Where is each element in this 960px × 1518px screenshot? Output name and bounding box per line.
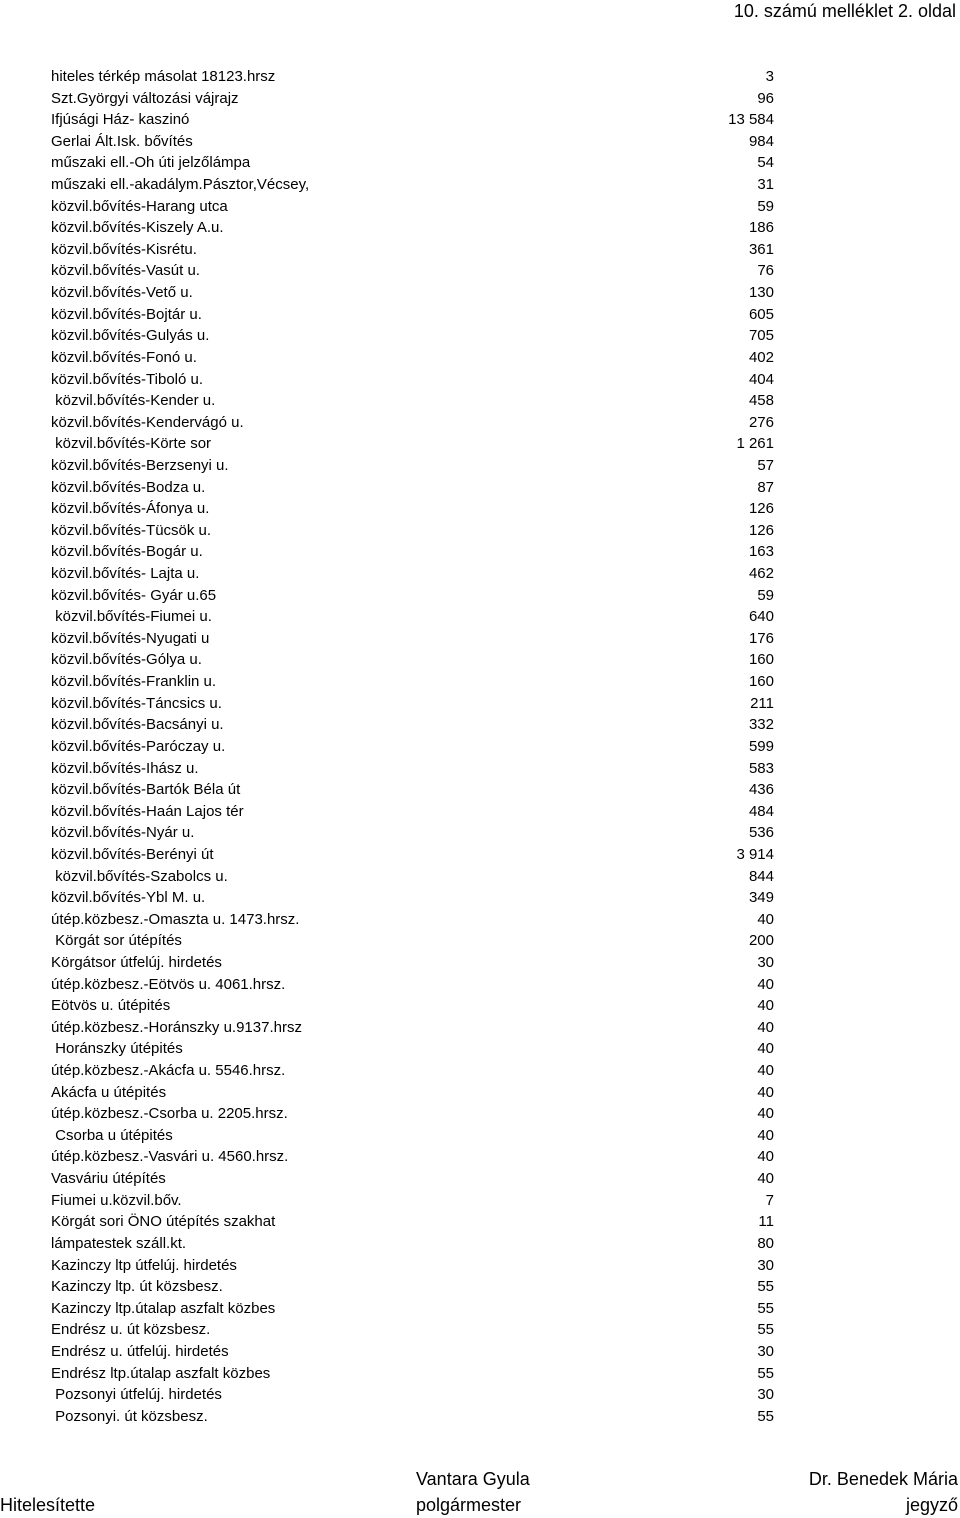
list-item: [0, 1060, 960, 1082]
list-item: [0, 671, 960, 693]
item-value: 349: [748, 889, 774, 907]
notary-name: Dr. Benedek Mária: [808, 1469, 958, 1489]
item-name: útép.közbesz.-Omaszta u. 1473.hrsz.: [51, 910, 300, 928]
item-name: közvil.bővítés- Lajta u.: [51, 565, 200, 583]
item-value: 536: [748, 824, 774, 842]
list-item: [0, 196, 960, 218]
item-value: 11: [758, 1213, 774, 1231]
item-name: közvil.bővítés-Fiumei u.: [51, 608, 212, 626]
list-item: [0, 369, 960, 391]
item-name: közvil.bővítés-Bogár u.: [51, 543, 203, 561]
item-value: 705: [748, 327, 774, 345]
list-item: [0, 239, 960, 261]
item-value: 186: [748, 219, 774, 237]
item-name: útép.közbesz.-Horánszky u.9137.hrsz: [51, 1018, 302, 1036]
item-value: 844: [748, 867, 774, 885]
list-item: [0, 1168, 960, 1190]
item-name: közvil.bővítés-Ybl M. u.: [51, 889, 206, 907]
item-name: Endrész u. út közsbesz.: [51, 1321, 211, 1339]
item-name: lámpatestek száll.kt.: [51, 1234, 187, 1252]
item-name: Endrész u. útfelúj. hirdetés: [51, 1342, 229, 1360]
list-item: [0, 1276, 960, 1298]
page-title: 10. számú melléklet 2. oldal: [733, 1, 956, 21]
item-name: közvil.bővítés-Bacsányi u.: [51, 716, 224, 734]
item-value: 57: [757, 456, 774, 474]
certified-by-label: Hitelesítette: [0, 1495, 96, 1515]
item-value: 55: [757, 1278, 774, 1296]
item-value: 30: [757, 953, 774, 971]
item-name: közvil.bővítés-Berzsenyi u.: [51, 456, 229, 474]
item-name: útép.közbesz.-Akácfa u. 5546.hrsz.: [51, 1062, 286, 1080]
item-name: közvil.bővítés-Körte sor: [51, 435, 212, 453]
item-value: 87: [757, 478, 774, 496]
item-name: közvil.bővítés-Bojtár u.: [51, 305, 202, 323]
item-value: 76: [757, 262, 774, 280]
item-name: Körgátsor útfelúj. hirdetés: [51, 953, 222, 971]
item-value: 40: [757, 1018, 774, 1036]
item-name: műszaki ell.-Oh úti jelzőlámpa: [51, 154, 251, 172]
item-value: 3: [765, 68, 774, 85]
item-value: 40: [757, 1040, 774, 1058]
notary-title: jegyző: [905, 1495, 958, 1515]
item-value: 55: [757, 1364, 774, 1382]
list-item: [0, 887, 960, 909]
item-name: közvil.bővítés-Fonó u.: [51, 348, 197, 366]
item-name: közvil.bővítés-Paróczay u.: [51, 737, 226, 755]
item-value: 40: [757, 1148, 774, 1166]
item-name: közvil.bővítés-Tiboló u.: [51, 370, 204, 388]
list-item: [0, 995, 960, 1017]
list-item: [0, 325, 960, 347]
list-item: [0, 952, 960, 974]
item-value: 402: [748, 348, 774, 366]
list-item: [0, 1319, 960, 1341]
item-name: közvil.bővítés-Vasút u.: [51, 262, 200, 280]
mayor-title: polgármester: [416, 1495, 522, 1515]
item-value: 40: [757, 1126, 774, 1144]
item-value: 55: [757, 1299, 774, 1317]
item-name: Pozsonyi. út közsbesz.: [51, 1407, 208, 1425]
item-value: 55: [757, 1407, 774, 1425]
item-name: Ifjúsági Ház- kaszinó: [51, 111, 190, 129]
item-name: közvil.bővítés-Kender u.: [51, 392, 216, 410]
list-item: [0, 606, 960, 628]
item-value: 436: [748, 781, 774, 799]
list-item: [0, 714, 960, 736]
item-value: 984: [748, 132, 774, 150]
item-name: Kazinczy ltp.útalap aszfalt közbes: [51, 1299, 276, 1317]
list-item: [0, 1384, 960, 1406]
list-item: [0, 1298, 960, 1320]
mayor-name: Vantara Gyula: [416, 1469, 530, 1489]
item-value: 332: [748, 716, 774, 734]
list-item: [0, 1146, 960, 1168]
item-value: 96: [757, 89, 774, 107]
item-name: Csorba u útépités: [51, 1126, 173, 1144]
item-name: Akácfa u útépités: [51, 1083, 167, 1101]
list-item: [0, 1233, 960, 1255]
list-item: [0, 455, 960, 477]
item-name: közvil.bővítés-Haán Lajos tér: [51, 802, 244, 820]
item-name: közvil.bővítés-Harang utca: [51, 197, 228, 215]
item-value: 1 261: [736, 435, 774, 453]
item-name: közvil.bővítés-Táncsics u.: [51, 694, 222, 712]
list-item: [0, 498, 960, 520]
list-item: [0, 693, 960, 715]
item-name: közvil.bővítés-Berényi út: [51, 845, 214, 863]
item-name: Horánszky útépités: [51, 1040, 183, 1058]
list-item: [0, 1038, 960, 1060]
item-value: 55: [757, 1321, 774, 1339]
list-item: [0, 1406, 960, 1428]
item-value: 160: [748, 673, 774, 691]
item-value: 31: [757, 176, 774, 194]
item-value: 462: [748, 565, 774, 583]
item-value: 30: [757, 1342, 774, 1360]
item-value: 7: [765, 1191, 774, 1209]
item-name: útép.közbesz.-Eötvös u. 4061.hrsz.: [51, 975, 286, 993]
list-item: [0, 347, 960, 369]
item-value: 130: [748, 284, 774, 302]
list-item: [0, 1103, 960, 1125]
list-item: [0, 585, 960, 607]
item-value: 458: [748, 392, 774, 410]
item-name: közvil.bővítés-Gólya u.: [51, 651, 202, 669]
item-name: műszaki ell.-akadálym.Pásztor,Vécsey,: [51, 176, 310, 194]
list-item: [0, 974, 960, 996]
item-name: közvil.bővítés-Franklin u.: [51, 673, 217, 691]
item-value: 484: [748, 802, 774, 820]
list-item: [0, 1082, 960, 1104]
list-item: [0, 1341, 960, 1363]
item-name: Körgát sori ÖNO útépítés szakhat: [51, 1213, 276, 1231]
items-list: [0, 66, 960, 1427]
item-name: Szt.Györgyi változási vájrajz: [51, 89, 239, 107]
item-value: 599: [748, 737, 774, 755]
item-value: 126: [748, 521, 774, 539]
item-value: 80: [757, 1234, 774, 1252]
list-item: [0, 433, 960, 455]
list-item: [0, 844, 960, 866]
list-item: [0, 66, 960, 88]
item-name: közvil.bővítés-Kendervágó u.: [51, 413, 244, 431]
item-name: közvil.bővítés-Nyár u.: [51, 824, 195, 842]
item-value: 40: [757, 975, 774, 993]
list-item: [0, 930, 960, 952]
item-value: 276: [748, 413, 774, 431]
item-name: közvil.bővítés- Gyár u.65: [51, 586, 217, 604]
item-value: 163: [748, 543, 774, 561]
list-item: [0, 541, 960, 563]
item-name: Vasváriu útépítés: [51, 1170, 166, 1188]
list-item: [0, 758, 960, 780]
item-name: Kazinczy ltp útfelúj. hirdetés: [51, 1256, 237, 1274]
item-name: hiteles térkép másolat 18123.hrsz: [51, 68, 276, 85]
list-item: [0, 1363, 960, 1385]
item-value: 40: [757, 910, 774, 928]
item-name: útép.közbesz.-Vasvári u. 4560.hrsz.: [51, 1148, 289, 1166]
list-item: [0, 1125, 960, 1147]
item-name: Kazinczy ltp. út közsbesz.: [51, 1278, 223, 1296]
list-item: [0, 109, 960, 131]
notary-signature: [809, 1466, 958, 1518]
item-value: 40: [757, 1062, 774, 1080]
item-name: Eötvös u. útépités: [51, 997, 171, 1015]
list-item: [0, 412, 960, 434]
item-value: 404: [748, 370, 774, 388]
list-item: [0, 801, 960, 823]
item-name: közvil.bővítés-Kisrétu.: [51, 240, 197, 258]
item-value: 3 914: [736, 845, 774, 863]
item-name: Endrész ltp.útalap aszfalt közbes: [51, 1364, 271, 1382]
item-name: Körgát sor útépítés: [51, 932, 182, 950]
list-item: [0, 152, 960, 174]
item-name: Gerlai Ált.Isk. bővítés: [51, 132, 193, 150]
item-name: Fiumei u.közvil.bőv.: [51, 1191, 182, 1209]
list-item: [0, 1211, 960, 1233]
item-name: Pozsonyi útfelúj. hirdetés: [51, 1386, 222, 1404]
list-item: [0, 779, 960, 801]
item-name: közvil.bővítés-Tücsök u.: [51, 521, 212, 539]
item-value: 126: [748, 500, 774, 518]
item-name: közvil.bővítés-Bartók Béla út: [51, 781, 241, 799]
list-item: [0, 649, 960, 671]
list-item: [0, 304, 960, 326]
list-item: [0, 477, 960, 499]
list-item: [0, 1190, 960, 1212]
list-item: [0, 563, 960, 585]
list-item: [0, 88, 960, 110]
list-item: [0, 822, 960, 844]
item-value: 211: [750, 694, 774, 712]
item-value: 176: [748, 629, 774, 647]
item-value: 605: [748, 305, 774, 323]
list-item: [0, 1017, 960, 1039]
list-item: [0, 390, 960, 412]
list-item: [0, 260, 960, 282]
mayor-signature: [416, 1466, 530, 1518]
item-value: 40: [757, 1105, 774, 1123]
item-value: 640: [748, 608, 774, 626]
item-value: 40: [757, 997, 774, 1015]
item-name: közvil.bővítés-Bodza u.: [51, 478, 206, 496]
item-value: 160: [748, 651, 774, 669]
item-name: közvil.bővítés-Ihász u.: [51, 759, 199, 777]
list-item: [0, 131, 960, 153]
item-name: közvil.bővítés-Kiszely A.u.: [51, 219, 224, 237]
item-name: közvil.bővítés-Áfonya u.: [51, 500, 210, 518]
list-item: [0, 866, 960, 888]
item-value: 59: [757, 197, 774, 215]
item-value: 59: [757, 586, 774, 604]
item-value: 30: [757, 1256, 774, 1274]
item-value: 54: [757, 154, 774, 172]
item-name: útép.közbesz.-Csorba u. 2205.hrsz.: [51, 1105, 288, 1123]
item-name: közvil.bővítés-Gulyás u.: [51, 327, 210, 345]
item-value: 13 584: [728, 111, 774, 129]
item-name: közvil.bővítés-Vető u.: [51, 284, 193, 302]
item-value: 40: [757, 1083, 774, 1101]
item-value: 361: [748, 240, 774, 258]
signature-block: [0, 1466, 960, 1518]
list-item: [0, 174, 960, 196]
list-item: [0, 282, 960, 304]
item-name: közvil.bővítés-Szabolcs u.: [51, 867, 228, 885]
item-value: 40: [757, 1170, 774, 1188]
list-item: [0, 217, 960, 239]
list-item: [0, 736, 960, 758]
item-name: közvil.bővítés-Nyugati u: [51, 629, 210, 647]
item-value: 583: [748, 759, 774, 777]
list-item: [0, 1255, 960, 1277]
list-item: [0, 628, 960, 650]
list-item: [0, 909, 960, 931]
item-value: 30: [757, 1386, 774, 1404]
item-value: 200: [748, 932, 774, 950]
list-item: [0, 520, 960, 542]
